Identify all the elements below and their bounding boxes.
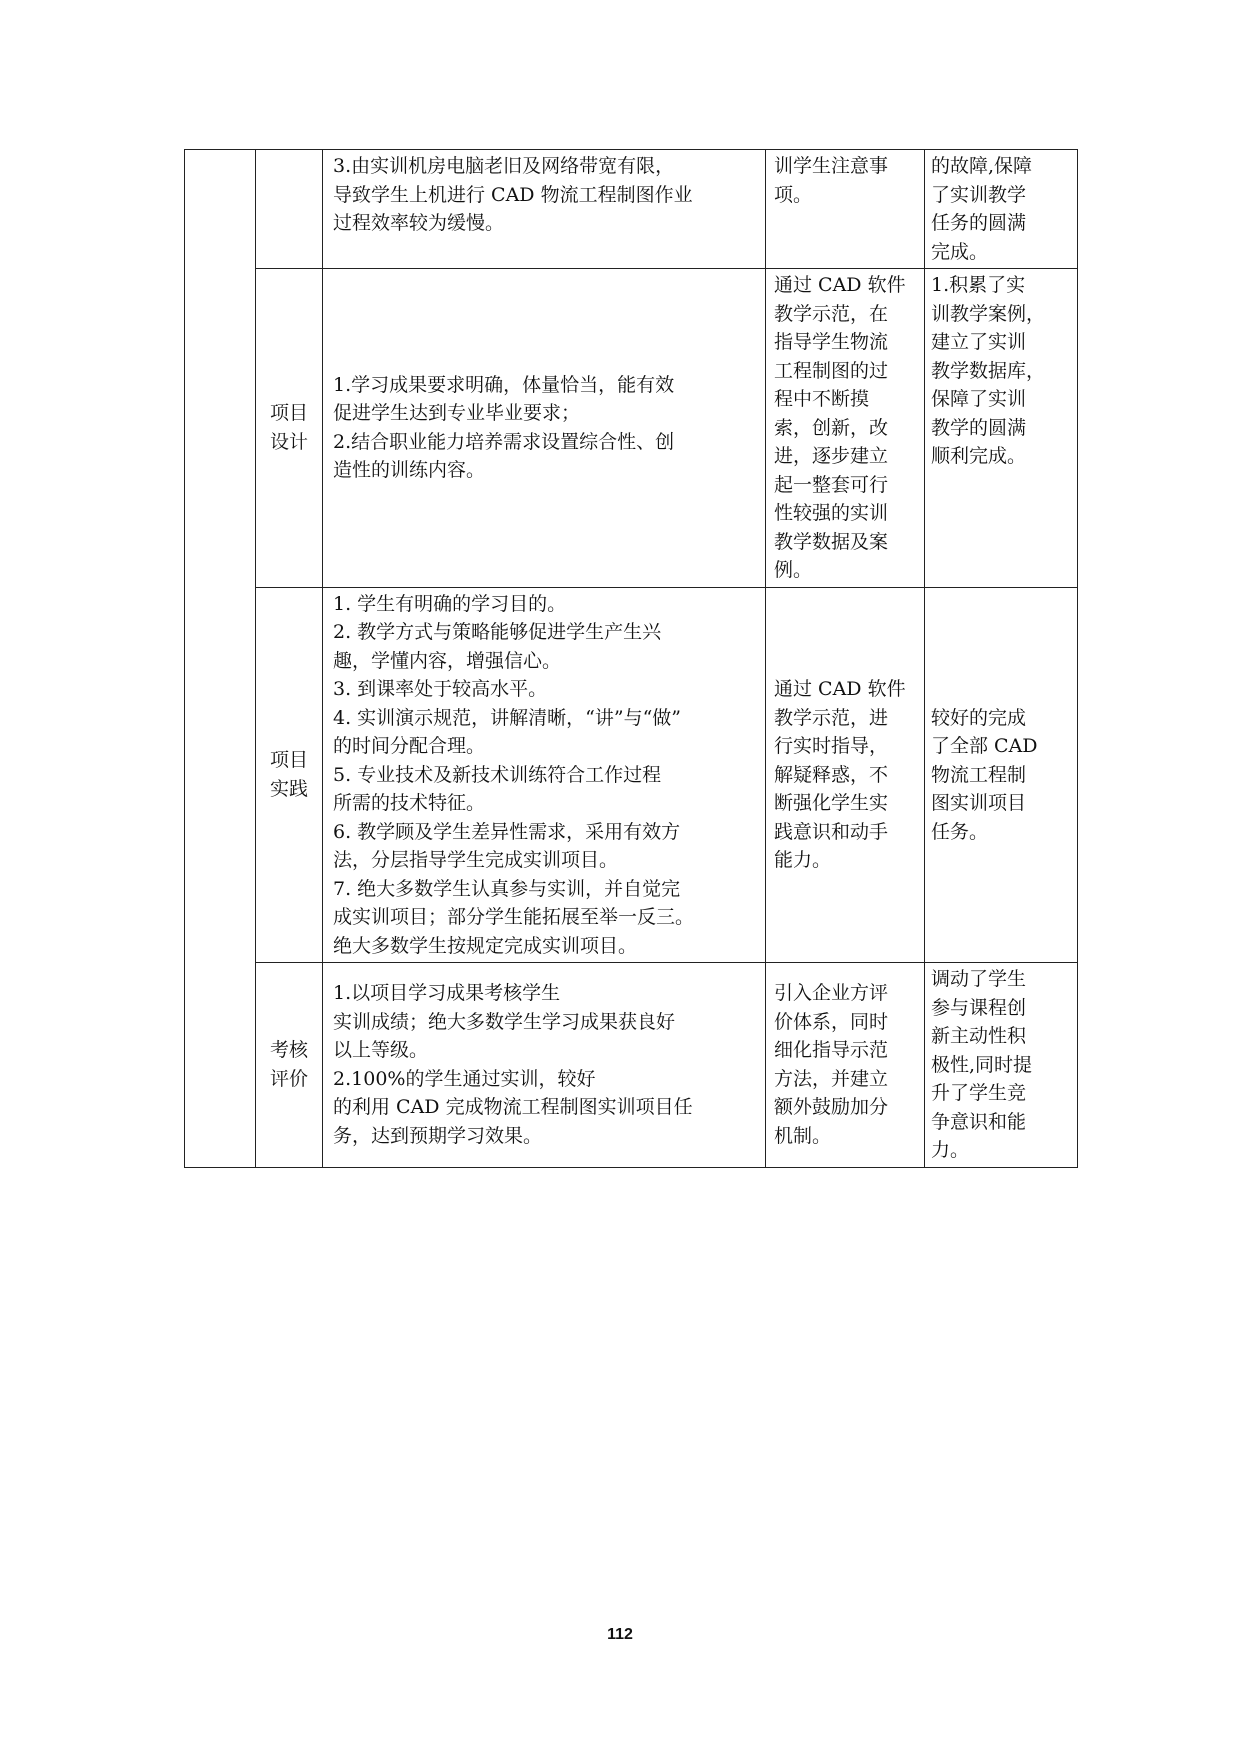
- content-line: 法，分层指导学生完成实训项目。: [333, 849, 619, 871]
- effect-line: 完成。: [931, 240, 989, 263]
- table-row: [185, 963, 1078, 1168]
- method-cell: [766, 150, 925, 269]
- method-cell: [766, 963, 925, 1168]
- content-line: 5. 专业技术及新技术训练符合工作过程: [333, 763, 662, 786]
- effect-line: 参与课程创: [931, 996, 1027, 1019]
- method-line: 项。: [774, 183, 813, 206]
- effect-line: 的故障,保障: [931, 155, 1033, 177]
- effect-cell: [925, 269, 1078, 588]
- method-line: 程中不断摸: [774, 388, 870, 410]
- method-line: 引入企业方评: [774, 982, 889, 1005]
- effect-cell: [925, 587, 1078, 963]
- method-line: 通过 CAD 软件: [774, 678, 906, 700]
- content-line: 趣，学懂内容，增强信心。: [333, 649, 562, 672]
- effect-line: 升了学生竞: [931, 1082, 1027, 1104]
- effect-cell: [925, 150, 1078, 269]
- effect-line: 任务的圆满: [931, 212, 1027, 234]
- outer-category-cell: [185, 150, 256, 1168]
- content-line: 1. 学生有明确的学习目的。: [333, 592, 567, 615]
- effect-line: 任务。: [931, 820, 989, 843]
- method-cell: [766, 587, 925, 963]
- method-line: 方法，并建立: [774, 1067, 889, 1090]
- content-line: 3.由实训机房电脑老旧及网络带宽有限，: [333, 155, 675, 177]
- effect-line: 物流工程制: [931, 763, 1027, 786]
- category-label: 实践: [269, 777, 308, 800]
- category-cell: [256, 963, 323, 1168]
- content-line: 2.结合职业能力培养需求设置综合性、创: [333, 430, 675, 453]
- content-line: 过程效率较为缓慢。: [333, 212, 505, 234]
- table-row: [185, 150, 1078, 269]
- effect-line: 教学的圆满: [931, 416, 1027, 439]
- table-row: [185, 587, 1078, 963]
- method-line: 教学示范，进: [774, 706, 889, 729]
- method-line: 机制。: [774, 1124, 832, 1147]
- effect-line: 1.积累了实: [931, 274, 1026, 296]
- effect-line: 极性,同时提: [931, 1053, 1033, 1076]
- category-label: 考核: [269, 1039, 308, 1062]
- effect-line: 顺利完成。: [931, 445, 1027, 467]
- content-line: 3. 到课率处于较高水平。: [333, 678, 548, 700]
- content-line: 以上等级。: [333, 1039, 429, 1062]
- effect-line: 建立了实训: [931, 331, 1027, 353]
- method-line: 进，逐步建立: [774, 445, 889, 467]
- method-line: 例。: [774, 559, 813, 581]
- content-line: 的利用 CAD 完成物流工程制图实训项目任: [333, 1096, 693, 1119]
- method-line: 教学数据及案: [774, 530, 889, 553]
- content-cell: [323, 587, 766, 963]
- category-label: 评价: [269, 1067, 308, 1090]
- content-line: 所需的技术特征。: [333, 792, 486, 814]
- method-line: 索，创新，改: [774, 416, 889, 439]
- content-line: 实训成绩；绝大多数学生学习成果获良好: [333, 1010, 676, 1033]
- effect-line: 训教学案例，: [931, 302, 1046, 325]
- evaluation-table: [184, 149, 1078, 1168]
- effect-line: 新主动性积: [931, 1025, 1027, 1047]
- content-line: 促进学生达到专业毕业要求；: [333, 402, 581, 425]
- method-line: 践意识和动手: [774, 820, 889, 843]
- content-line: 1.以项目学习成果考核学生: [333, 982, 561, 1005]
- category-label: 项目: [269, 402, 308, 425]
- method-line: 教学示范，在: [774, 302, 889, 325]
- method-line: 训学生注意事: [774, 155, 889, 177]
- content-cell: [323, 269, 766, 588]
- content-line: 造性的训练内容。: [333, 459, 486, 482]
- method-line: 通过 CAD 软件: [774, 274, 906, 296]
- method-line: 指导学生物流: [774, 331, 889, 353]
- content-line: 4. 实训演示规范，讲解清晰，“讲”与“做”: [333, 706, 682, 729]
- effect-line: 保障了实训: [931, 388, 1027, 410]
- effect-line: 了全部 CAD: [931, 735, 1038, 757]
- method-line: 起一整套可行: [774, 473, 889, 496]
- effect-line: 调动了学生: [931, 968, 1027, 990]
- method-line: 工程制图的过: [774, 359, 889, 382]
- content-line: 2. 教学方式与策略能够促进学生产生兴: [333, 621, 662, 643]
- category-label: 项目: [269, 749, 308, 772]
- effect-line: 了实训教学: [931, 183, 1027, 206]
- content-cell: [323, 150, 766, 269]
- content-line: 1.学习成果要求明确，体量恰当，能有效: [333, 373, 675, 396]
- table-row: [185, 269, 1078, 588]
- effect-line: 较好的完成: [931, 706, 1027, 729]
- method-line: 性较强的实训: [774, 502, 889, 524]
- method-line: 能力。: [774, 849, 832, 871]
- method-line: 价体系，同时: [774, 1010, 889, 1033]
- method-line: 解疑释惑，不: [774, 763, 889, 786]
- content-line: 7. 绝大多数学生认真参与实训，并自觉完: [333, 877, 681, 900]
- content-cell: [323, 963, 766, 1168]
- effect-line: 力。: [931, 1139, 970, 1161]
- content-line: 的时间分配合理。: [333, 735, 486, 757]
- category-cell: [256, 269, 323, 588]
- category-label: 设计: [269, 430, 308, 453]
- method-cell: [766, 269, 925, 588]
- content-line: 6. 教学顾及学生差异性需求，采用有效方: [333, 820, 681, 843]
- category-cell: [256, 587, 323, 963]
- method-line: 额外鼓励加分: [774, 1096, 889, 1119]
- method-line: 行实时指导，: [774, 735, 889, 757]
- effect-cell: [925, 963, 1078, 1168]
- effect-line: 图实训项目: [931, 792, 1027, 814]
- content-line: 2.100%的学生通过实训，较好: [333, 1067, 596, 1090]
- page-number: 112: [607, 1626, 633, 1643]
- effect-line: 争意识和能: [931, 1110, 1027, 1133]
- content-line: 成实训项目；部分学生能拓展至举一反三。: [333, 906, 695, 928]
- method-line: 断强化学生实: [774, 792, 889, 814]
- category-cell: [256, 150, 323, 269]
- content-line: 绝大多数学生按规定完成实训项目。: [333, 934, 638, 957]
- content-line: 导致学生上机进行 CAD 物流工程制图作业: [333, 183, 693, 206]
- method-line: 细化指导示范: [774, 1039, 889, 1062]
- effect-line: 教学数据库，: [931, 359, 1046, 382]
- content-line: 务，达到预期学习效果。: [333, 1124, 543, 1147]
